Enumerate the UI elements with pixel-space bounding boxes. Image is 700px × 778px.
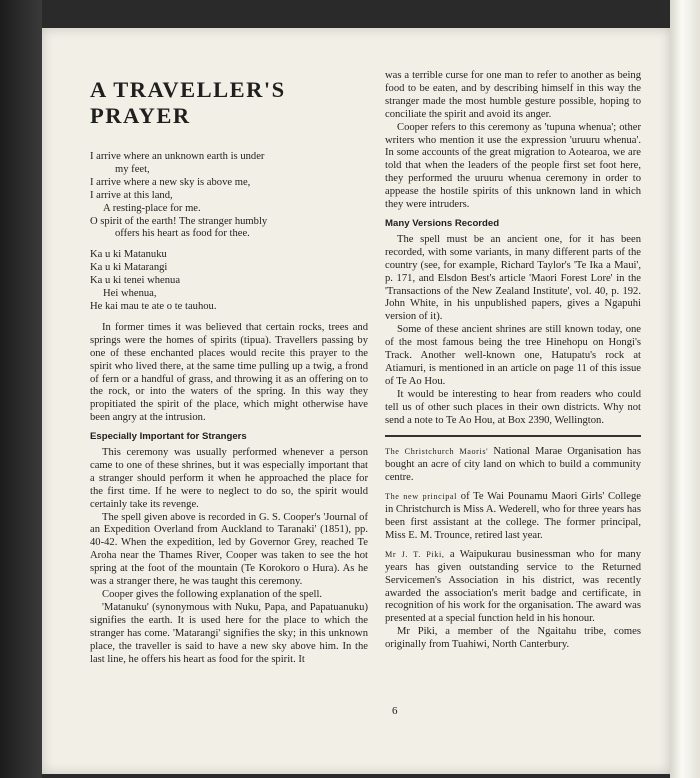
page-edge: [670, 0, 700, 778]
column-left: [90, 72, 368, 666]
news-item: [385, 446, 641, 485]
paragraph: Some of these ancient shrines are still known today, one of the most famous being the tree Hinehopu on Hongi's Track. Another well-known one, Hatupatu's rock at Atiamuri, is mentioned in an article on page 11 of this issue of Te Ao Hou.: [385, 324, 641, 387]
poem-line: A resting-place for me.: [103, 202, 201, 214]
news-item: [385, 491, 641, 543]
subheading: Especially Important for Strangers: [90, 431, 247, 443]
poem-line: Ka u ki Matanuku: [90, 249, 167, 261]
news-text: of Te Wai Pounamu Maori Girls' College in Christchurch is Miss A. Wederell, who for three years has been first assistant at the college. The former principal, Miss E. M. Trounce, retired last year.: [385, 491, 641, 541]
poem-line: He kai mau te ate o te tauhou.: [90, 300, 217, 312]
paragraph: This ceremony was usually performed whenever a person came to one of these shrines, but it was especially important that a stranger should perform it when he approached the place for the first time. If he were to neglect to do so, the spirit would certainly take its revenge.: [90, 447, 368, 510]
paragraph: It would be interesting to hear from readers who could tell us of other such places in their own districts. Why not send a note to Te Ao Hou, at Box 2390, Wellington.: [385, 388, 641, 426]
poem-maori: [90, 249, 368, 314]
title-line-2: PRAYER: [90, 103, 191, 128]
poem-english: [90, 151, 368, 241]
news-text: a Waipukurau businessman who for many years has given outstanding service to the Returned Servicemen's Association in his district, was recently awarded the association's merit badge and certificate, in recognition of his work for the organisation. The award was presented at a special function held in his honour.: [385, 548, 641, 625]
poem-line: I arrive at this land,: [90, 189, 173, 201]
title-line-1: A TRAVELLER'S: [90, 77, 286, 102]
news-lead: The new principal: [385, 492, 457, 502]
poem-line: offers his heart as food for thee.: [115, 228, 250, 240]
news-lead: Mr J. T. Piki,: [385, 549, 445, 559]
paragraph: The spell given above is recorded in G. S. Cooper's 'Journal of an Expedition Overland from Auckland to Taranaki' (1851), pp. 40-42. When the expedition, led by Governor Grey, reached Te Aroha near the Thames River, Cooper was taken to see the hot spring at the foot of the mountain (Te Korokoro o Hura). As he was a stranger there, he was taught this ceremony.: [90, 511, 368, 588]
paragraph: 'Matanuku' (synonymous with Nuku, Papa, and Papatuanuku) signifies the earth. It is used here for the place to which the stranger has come. 'Matarangi' signifies the sky; in this unknown place, the traveller is said to have a new sky above him. In the last line, he offers his heart as food for the spirit. It: [90, 601, 368, 665]
page-number: 6: [392, 705, 398, 717]
subheading: Many Versions Recorded: [385, 217, 500, 229]
poem-line: I arrive where an unknown earth is under: [90, 151, 265, 162]
poem-line: O spirit of the earth! The stranger humbly: [90, 215, 268, 227]
paragraph: The spell must be an ancient one, for it has been recorded, with some variants, in many different parts of the country (see, for example, Richard Taylor's 'Te Ika a Maui', p. 171, and Elsdon Best's article 'Maori Forest Lore' in the 'Transactions of the New Zealand Institute', vol. 40, p. 192. John White, in his unpublished papers, gives a Ngapuhi version of it).: [385, 233, 641, 323]
paragraph: In former times it was believed that certain rocks, trees and springs were the homes of spirits (tipua). Travellers passing by one of these enchanted places would recite this prayer to the spirit who lived there, at the same time pulling up a twig, a frond of fern or a handful of grass, and throwing it as an offering on to the rock, or into the waters of the spring. In this way they propitiated the spirit of the place, which might otherwise have been angry at the intrusion.: [90, 321, 368, 424]
news-item: [385, 549, 641, 626]
poem-line: Ka u ki Matarangi: [90, 262, 168, 274]
column-right: [385, 70, 641, 652]
paragraph: Cooper refers to this ceremony as 'tupuna whenua'; other writers who mention it use the expression 'uruuru whenua'. In some accounts of the great migration to Aotearoa, we are told that when the leaders of the people first set foot here, they performed the uruuru whenua ceremony in order to appease the hostile spirits of this unknown land in which they were intruders.: [385, 121, 641, 211]
news-text: National Marae Organisation has bought an acre of city land on which to build a community centre.: [385, 446, 642, 484]
poem-line: Ka u ki tenei whenua: [90, 275, 181, 287]
paragraph: was a terrible curse for one man to refer to another as being food to be eaten, and by describing himself in this way the stranger made the most humble gesture possible, hoping to conciliate the spirit and avoid its anger.: [385, 70, 641, 120]
news-item: Mr Piki, a member of the Ngaitahu tribe, comes originally from Tuahiwi, North Canterbury.: [385, 626, 641, 651]
divider: [385, 435, 641, 437]
poem-line: I arrive where a new sky is above me,: [90, 176, 251, 188]
poem-line: Hei whenua,: [103, 288, 157, 300]
paragraph: Cooper gives the following explanation of the spell.: [102, 589, 323, 600]
scan-left-edge: [0, 0, 42, 778]
news-lead: The Christchurch Maoris': [385, 447, 489, 457]
poem-line: my feet,: [115, 163, 150, 175]
article-title: [90, 77, 368, 129]
